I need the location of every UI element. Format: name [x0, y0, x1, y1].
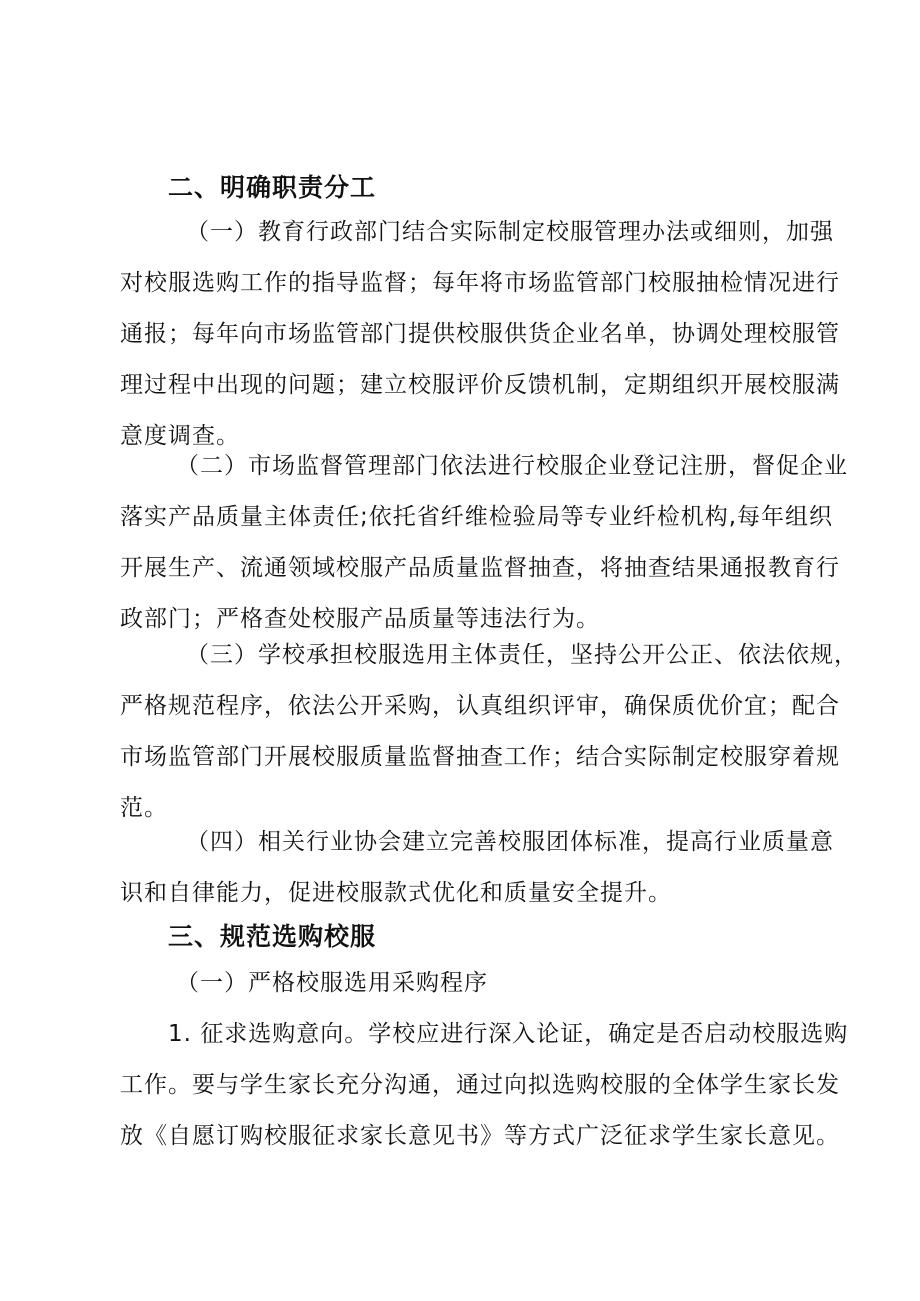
section-heading-3: 三、规范选购校服: [168, 922, 377, 951]
paragraph-line: 落实产品质量主体责任;依托省纤维检验局等专业纤检机构,每年组织: [120, 504, 834, 530]
paragraph-item-1: [120, 207, 840, 462]
section-heading-2: 二、明确职责分工: [168, 173, 377, 202]
paragraph-line: 识和自律能力，促进校服款式优化和质量安全提升。: [120, 880, 672, 906]
paragraph-line: 范。: [120, 795, 168, 821]
paragraph-line: 通报；每年向市场监管部门提供校服供货企业名单，协调处理校服管: [120, 321, 840, 347]
paragraph-line: （二）市场监督管理部门依法进行校服企业登记注册，督促企业: [176, 453, 848, 479]
paragraph-item-3: [120, 630, 858, 834]
paragraph-line: 放《自愿订购校服征求家长意见书》等方式广泛征求学生家长意见。: [120, 1123, 840, 1149]
paragraph-line: 意度调查。: [120, 423, 240, 449]
paragraph-line: 工作。要与学生家长充分沟通，通过向拟选购校服的全体学生家长发: [120, 1072, 840, 1098]
paragraph-line: （三）学校承担校服选用主体责任，坚持公开公正、依法依规，: [186, 642, 858, 668]
paragraph-line: 理过程中出现的问题；建立校服评价反馈机制，定期组织开展校服满: [120, 372, 840, 398]
paragraph-item-3-1: [120, 1009, 849, 1162]
paragraph-line: 对校服选购工作的指导监督；每年将市场监管部门校服抽检情况进行: [120, 270, 840, 296]
paragraph-line: 严格规范程序，依法公开采购，认真组织评审，确保质优价宜；配合: [120, 693, 840, 719]
subheading: （一）严格校服选用采购程序: [176, 970, 488, 996]
paragraph-line: （四）相关行业协会建立完善校服团体标准，提高行业质量意: [186, 829, 834, 855]
paragraph-item-2: [120, 441, 848, 645]
subheading-block: [120, 958, 820, 1009]
paragraph-line: 开展生产、流通领域校服产品质量监督抽查，将抽查结果通报教育行: [120, 555, 840, 581]
paragraph-line: 1. 征求选购意向。学校应进行深入论证，确定是否启动校服选购: [168, 1021, 849, 1047]
paragraph-line: 政部门；严格查处校服产品质量等违法行为。: [120, 606, 600, 632]
paragraph-line: （一）教育行政部门结合实际制定校服管理办法或细则，加强: [186, 219, 834, 245]
paragraph-item-4: [120, 817, 834, 919]
paragraph-line: 市场监管部门开展校服质量监督抽查工作；结合实际制定校服穿着规: [120, 744, 840, 770]
